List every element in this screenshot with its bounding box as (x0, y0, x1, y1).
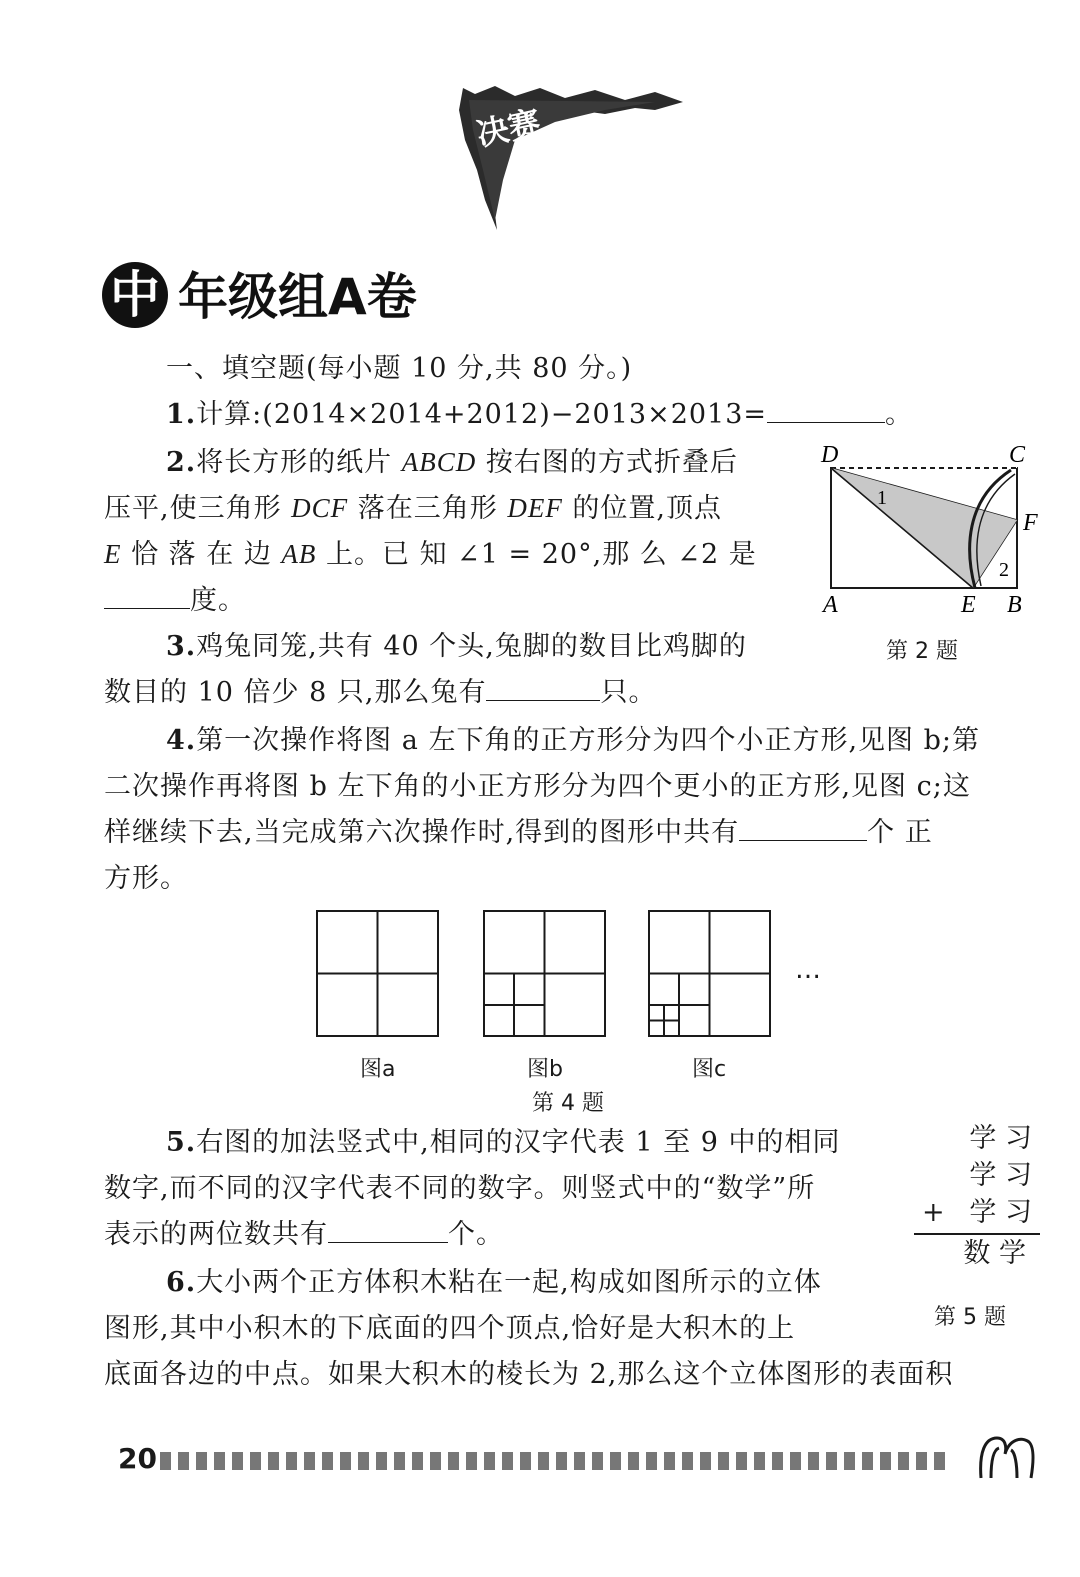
q2-ab: AB (281, 539, 317, 569)
q5-addition (910, 1120, 1040, 1272)
q4-fig-a-label: 图a (360, 1057, 396, 1082)
q2-line-2 (104, 485, 722, 532)
q5-row-3-wrap (910, 1194, 1040, 1231)
q2-text-4: 度。 (190, 585, 246, 616)
grade-badge-char: 中 (110, 266, 160, 324)
q6-line-2: 图形,其中小积木的下底面的四个顶点,恰好是大积木的上 (104, 1313, 796, 1344)
q3-line-1 (166, 624, 747, 670)
label-C: C (1009, 442, 1026, 468)
q4-line-1 (166, 718, 980, 764)
section-title: 年级组A卷 (178, 268, 417, 326)
page-number: 20 (118, 1442, 157, 1475)
q1-answer-blank[interactable] (767, 392, 885, 423)
q4-figure-a (316, 910, 440, 1038)
q3-text-2b: 只。 (600, 677, 657, 708)
q5-text-3b: 个。 (448, 1219, 504, 1250)
q4-figure-c (648, 910, 772, 1038)
label-E: E (961, 592, 976, 618)
q4-line-3 (104, 810, 933, 856)
q6-number: 6. (166, 1267, 197, 1298)
grade-badge (102, 262, 168, 328)
label-B: B (1007, 592, 1022, 618)
angle-1-label: 1 (877, 487, 887, 509)
q5-text-1: 右图的加法竖式中,相同的汉字代表 1 至 9 中的相同 (196, 1127, 841, 1158)
q2-def: DEF (507, 493, 563, 523)
label-D: D (821, 442, 839, 468)
q4-fig-b-label: 图b (527, 1057, 563, 1082)
q4-text-3b: 个 正 (867, 817, 933, 848)
q4-text-3a: 样继续下去,当完成第六次操作时,得到的图形中共有 (104, 817, 740, 848)
q2-text-2b: 落在三角形 (348, 493, 508, 524)
q2-text-1b: 按右图的方式折叠后 (476, 447, 738, 478)
final-round-banner (455, 80, 690, 240)
q4-line-2: 二次操作再将图 b 左下角的小正方形分为四个更小的正方形,见图 c;这 (104, 771, 971, 802)
q2-text-3b: 上。已 知 ∠1 = 20°,那 么 ∠2 是 (316, 539, 757, 570)
q2-text-1: 将长方形的纸片 (196, 447, 402, 478)
q5-result: 数 学 (963, 1238, 1026, 1269)
q2-figure (815, 440, 1045, 620)
angle-2-label: 2 (999, 559, 1009, 581)
q2-line-1 (166, 439, 738, 486)
q2-text-3a: 恰 落 在 边 (121, 539, 282, 570)
q1-end: 。 (885, 399, 914, 430)
q6-line-3: 底面各边的中点。如果大积木的棱长为 2,那么这个立体图形的表面积 (104, 1359, 954, 1390)
q2-number: 2. (166, 447, 197, 478)
q3-text-1: 鸡兔同笼,共有 40 个头,兔脚的数目比鸡脚的 (196, 631, 747, 662)
q2-caption: 第 2 题 (886, 639, 958, 664)
q1-text: 计算:(2014×2014+2012)−2013×2013= (196, 399, 768, 430)
label-A: A (823, 592, 838, 618)
label-F: F (1023, 510, 1038, 536)
q5-row-2: 学 习 (969, 1160, 1032, 1191)
q5-answer-blank[interactable] (328, 1212, 448, 1243)
q5-line-2: 数字,而不同的汉字代表不同的数字。则竖式中的“数学”所 (104, 1173, 816, 1204)
q1-number: 1. (166, 399, 197, 430)
q3-answer-blank[interactable] (486, 670, 600, 701)
q2-abcd: ABCD (401, 447, 477, 477)
q2-dcf: DCF (291, 493, 349, 523)
banner-text: 决赛 (473, 103, 544, 154)
q5-plus: + (922, 1197, 945, 1228)
q5-row-1: 学 习 (969, 1123, 1032, 1154)
q3-number: 3. (166, 631, 197, 662)
q2-e: E (104, 539, 122, 569)
q4-figure-b (483, 910, 607, 1038)
q5-line-3 (104, 1212, 504, 1258)
q5-caption: 第 5 题 (934, 1305, 1006, 1330)
q4-caption: 第 4 题 (532, 1091, 604, 1116)
q2-answer-blank[interactable] (104, 578, 190, 609)
q5-text-3a: 表示的两位数共有 (104, 1219, 328, 1250)
q5-number: 5. (166, 1127, 197, 1158)
q2-line-4 (104, 578, 246, 624)
q4-fig-c-label: 图c (692, 1057, 727, 1082)
q4-text-1: 第一次操作将图 a 左下角的正方形分为四个小正方形,见图 b;第 (196, 725, 980, 756)
q3-text-2a: 数目的 10 倍少 8 只,那么兔有 (104, 677, 487, 708)
q4-answer-blank[interactable] (739, 810, 867, 841)
question-1 (166, 392, 913, 438)
q6-text-1: 大小两个正方体积木粘在一起,构成如图所示的立体 (196, 1267, 822, 1298)
part-heading: 一、填空题(每小题 10 分,共 80 分。) (166, 353, 633, 384)
q2-line-3 (104, 531, 757, 578)
footer-dotted-rule (160, 1452, 950, 1470)
q4-line-4: 方形。 (104, 863, 188, 894)
q2-text-2a: 压平,使三角形 (104, 493, 292, 524)
q5-line-1 (166, 1120, 840, 1166)
q6-line-1 (166, 1260, 822, 1306)
q2-text-2c: 的位置,顶点 (562, 493, 722, 524)
q5-row-3: 学 习 (969, 1197, 1032, 1228)
q3-line-2 (104, 670, 656, 716)
q4-number: 4. (166, 725, 197, 756)
q4-ellipsis: … (795, 955, 821, 985)
publisher-logo-icon (975, 1432, 1037, 1482)
